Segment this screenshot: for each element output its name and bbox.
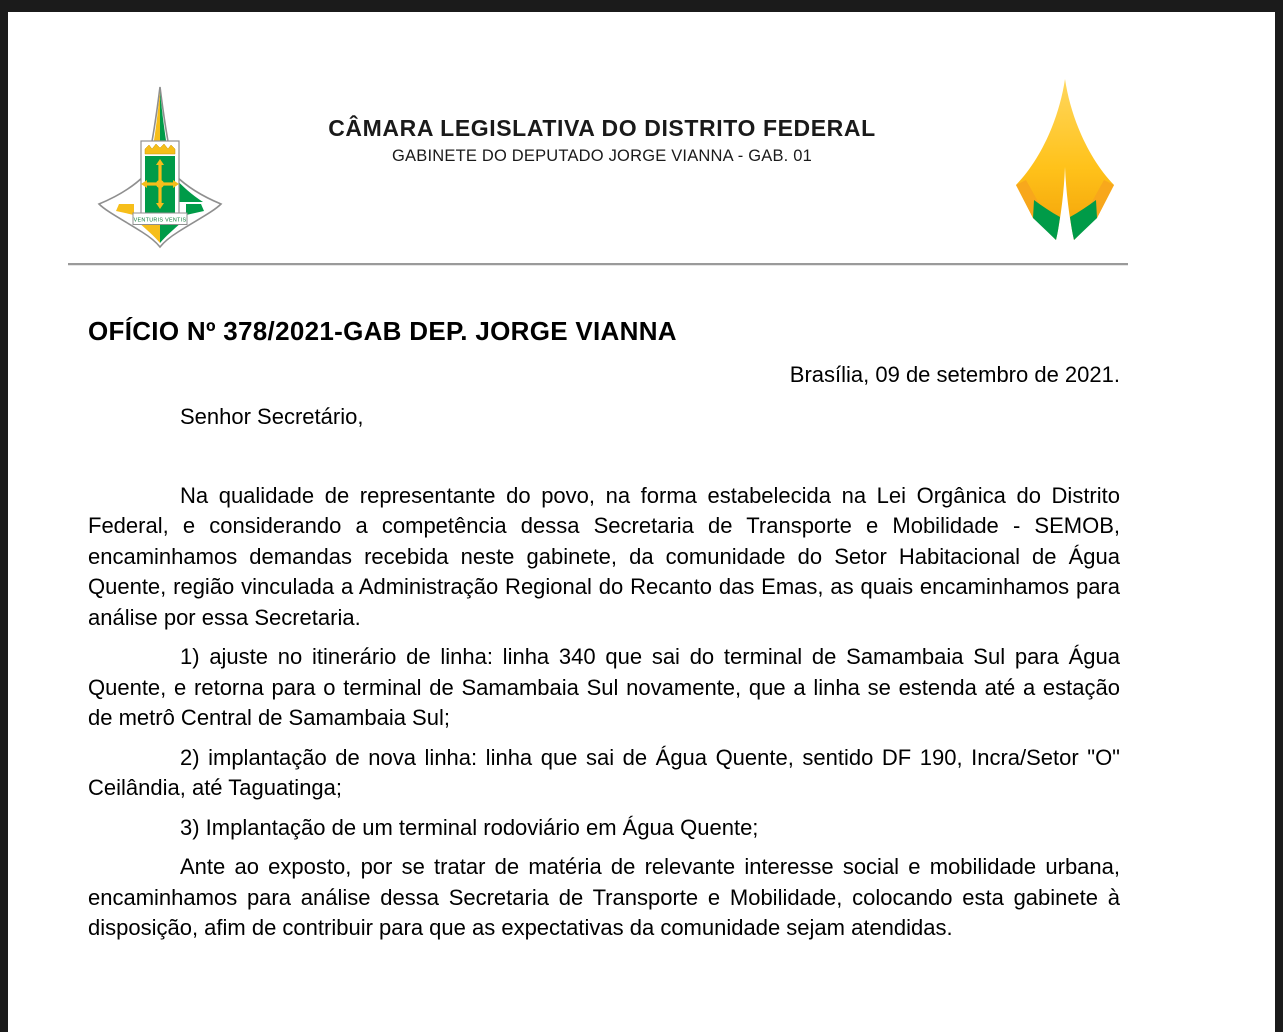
- letterhead: [202, 115, 1002, 166]
- salutation: Senhor Secretário,: [180, 404, 364, 430]
- dateline: Brasília, 09 de setembro de 2021.: [789, 361, 1120, 387]
- paragraph-item-1: 1) ajuste no itinerário de linha: linha 340 que sai do terminal de Samambaia Sul para Água Quente, e retorna para o terminal de Samambaia Sul novamente, que a linha se estenda até a estação de metrô Central de Samambaia Sul;: [88, 644, 1120, 731]
- paragraph-item-2: 2) implantação de nova linha: linha que sai de Água Quente, sentido DF 190, Incra/Setor "O" Ceilândia, até Taguatinga;: [88, 744, 1120, 801]
- letter-body: [88, 317, 1120, 944]
- document-reference: OFÍCIO Nº 378/2021-GAB DEP. JORGE VIANNA: [88, 316, 677, 346]
- letterhead-title: CÂMARA LEGISLATIVA DO DISTRITO FEDERAL: [328, 115, 876, 141]
- paragraph-closing: Ante ao exposto, por se tratar de matéria de relevante interesse social e mobilidade urbana, encaminhamos para análise dessa Secretaria de Transporte e Mobilidade, colocando esta gabinete à disposição, afim de contribuir para que as expectativas da comunidade sejam atendidas.: [88, 854, 1120, 941]
- letterhead-subtitle: GABINETE DO DEPUTADO JORGE VIANNA - GAB. 01: [392, 146, 812, 165]
- paragraph-intro: Na qualidade de representante do povo, na forma estabelecida na Lei Orgânica do Distrito Federal, e considerando a competência dessa Secretaria de Transporte e Mobilidade - SEMOB, encaminhamos demandas recebida neste gabinete, da comunidade do Setor Habitacional de Água Quente, região vinculada a Administração Regional do Recanto das Emas, as quais encaminhamos para análise por essa Secretaria.: [88, 482, 1120, 630]
- header-divider: [68, 263, 1128, 266]
- brasilia-coat-of-arms-icon: [95, 85, 225, 250]
- document-page: [8, 12, 1275, 1032]
- paragraph-item-3: 3) Implantação de um terminal rodoviário em Água Quente;: [180, 814, 759, 840]
- cldf-emblem-icon: [1003, 75, 1127, 245]
- coat-of-arms-motto: VENTURIS VENTIS: [133, 217, 187, 224]
